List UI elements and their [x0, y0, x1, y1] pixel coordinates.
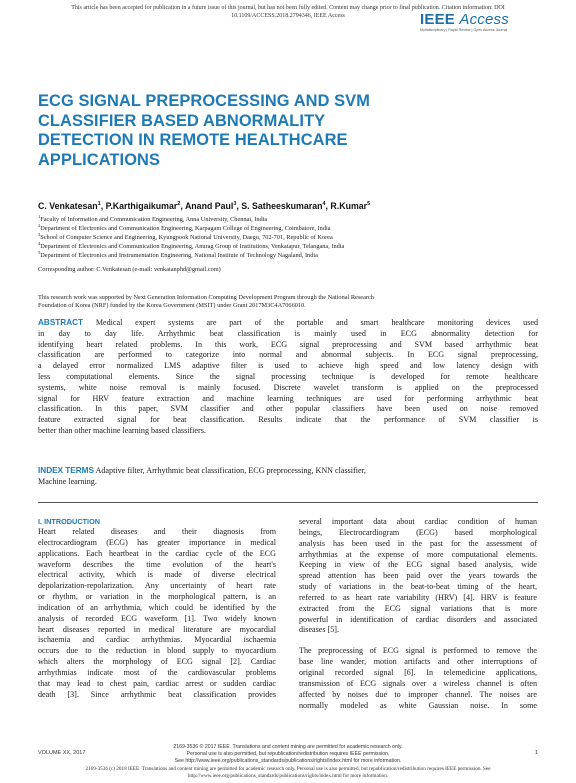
abstract-line: classification. In this paper, SVM classifier and other popular classifiers have been used on noise removed [38, 404, 538, 414]
affiliation-text: Department of Electronics and Communication Engineering, Anurag Group of Institutions, Venkatapur, Telangana, India [40, 243, 345, 251]
bottom-notice [0, 766, 576, 780]
logo-word-bold: IEEE [420, 11, 455, 28]
title-line: CLASSIFIER BASED ABNORMALITY [38, 111, 326, 130]
author-sep: , [325, 201, 331, 211]
abstract-line: a delayed error normalized LMS adaptive filter is used to achieve high speed and low latency design with [38, 361, 538, 371]
body-line: original recorded signal [6]. In telemedicine applications, [299, 667, 537, 677]
author-sup: 1 [97, 201, 101, 208]
author-sup: 5 [367, 201, 371, 208]
affiliation-sup: 3 [38, 232, 41, 237]
title-line: DETECTION IN REMOTE HEALTHCARE [38, 131, 348, 149]
abstract-line: signal for HRV feature extraction and machine learning techniques are used for performing arrhythmic beat [38, 393, 538, 403]
body-line: that may lead to chest pain, cardiac arrest or sudden cardiac [38, 678, 276, 688]
author-sep: , [180, 201, 185, 211]
body-line: waveform describes the time evolution of the heart's [38, 559, 276, 569]
footer-line: Personal use is also permitted, but republication/redistribution requires IEEE permission. [186, 750, 390, 757]
paper-title [38, 92, 498, 170]
notice-line: This article has been accepted for publication in a future issue of this journal, but has not been fully edited. Content may change prior to final publication. Citation information: DOI [71, 5, 505, 11]
section-heading: I. INTRODUCTION [38, 517, 101, 526]
body-line: normally modeled as white Gaussian noise. In some [299, 700, 537, 710]
affiliation-sup: 5 [38, 250, 41, 255]
copyright-footer [0, 744, 576, 764]
body-line: transmission of ECG signals over a wireless channel is often [299, 678, 537, 688]
abstract-line: in day to day life. Arrhythmic beat classification is mainly used in ECG abnormality detection for [38, 328, 538, 338]
affiliation [38, 249, 318, 260]
author-sup: 2 [177, 201, 181, 208]
author-sep: , [100, 201, 106, 211]
body-line: Heart related diseases and their diagnosis from [38, 527, 276, 536]
affiliation-text: Department of Electronics and Communication Engineering, Karpagam College of Engineering, Coimbatore, India [40, 225, 331, 233]
author-sup: 4 [322, 201, 326, 208]
funding-line: Foundation of Korea (NRF) funded by the Korea Government (MSIT) under Grant 2017M3C4A7066010. [38, 302, 306, 309]
body-line: ischaemia and cardiac arrhythmias. Myocardial ischaemia [38, 635, 276, 645]
index-terms-line: Machine learning. [38, 476, 97, 486]
body-line: base line wander, motion artifacts and other interruptions of [299, 657, 537, 667]
body-line: The preprocessing of ECG signal is performed to remove the [299, 646, 537, 656]
logo-tagline: Multidisciplinary | Rapid Review | Open Access Journal [420, 28, 508, 32]
body-line: several important data about cardiac condition of human [299, 517, 537, 526]
affiliation-sup: 2 [38, 223, 41, 228]
abstract [38, 318, 538, 437]
author-sep: , [236, 201, 242, 211]
index-terms-line: Adaptive filter, Arrhythmic beat classification, ECG preprocessing, KNN classifier, [93, 466, 366, 475]
body-line: or rhythm, or variation in the morphological pattern, is an [38, 592, 276, 602]
body-line: study of variations in the beat-to-beat timing of the heart, [299, 582, 537, 592]
author-name: S. Satheeskumaran [241, 201, 323, 211]
notice-line: 10.1109/ACCESS.2018.2794346, IEEE Access [231, 13, 345, 19]
body-line: electrical activity, which is made of diverse electrical [38, 570, 276, 580]
volume-label: VOLUME XX, 2017 [38, 750, 86, 756]
body-line: extracted from the ECG signal variations that is more [299, 603, 537, 613]
bottom-notice-line: http://www.ieee.org/publications_standards/publications/rights/index.html for more information. [187, 773, 389, 779]
logo-word-italic: Access [459, 11, 509, 28]
body-line: arrhythmias indicate most of the cardiovascular problems [38, 667, 276, 677]
section-divider [38, 502, 538, 503]
body-line: referred to as heart rate variability (HRV) [4]. HRV is feature [299, 592, 537, 602]
title-line: APPLICATIONS [38, 150, 161, 169]
bottom-notice-line: 2169-3536 (c) 2018 IEEE. Translations and content mining are permitted for academic research only. Personal use is also permitted, but republication/redistribution requires IEEE permission. See [85, 766, 491, 772]
body-line: electrocardiogram (ECG) has greater importance in medical [38, 537, 276, 547]
page-number: 1 [534, 750, 538, 756]
abstract-line: classification are performed to categorize into normal and abnormal subjects. In ECG signal preprocessing, [38, 350, 538, 360]
affiliation-text: School of Computer Science and Engineering, Kyungpook National University, Daegu, 702-701, Republic of Korea [40, 234, 333, 242]
abstract-heading: ABSTRACT [38, 318, 84, 327]
body-line: spread attention has been paid over the years towards the [299, 571, 537, 581]
author-sup: 3 [233, 201, 237, 208]
footer-line: See http://www.ieee.org/publications_standards/publications/rights/index.html for more information. [174, 757, 402, 764]
body-line: death [3]. Since arrhythmic beat classification provides [38, 689, 276, 699]
author-name: C. Venkatesan [38, 201, 98, 211]
author-name: R.Kumar [330, 201, 368, 211]
body-line: occurs due to the reduction in blood supply to myocardium [38, 646, 276, 656]
body-line: indication of an arrhythmia, which could be identified by the [38, 602, 276, 612]
index-terms [38, 466, 538, 488]
abstract-line: identifying heart related problems. In this work, ECG signal preprocessing and SVM based arrhythmic beat [38, 339, 538, 349]
body-line: heart diseases reported in medical literature are myocardial [38, 624, 276, 634]
body-line: which alters the morphology of ECG signal [2]. Cardiac [38, 657, 276, 667]
title-line: ECG SIGNAL PREPROCESSING AND SVM [38, 92, 370, 110]
body-line: affected by noises due to improper channel. The noises are [299, 689, 537, 699]
abstract-line: better than other machine learning based classifiers. [38, 425, 206, 435]
abstract-line: less computational elements. Since the signal processing technique is developed for remote healthcare [38, 371, 538, 381]
body-line: diseases [5]. [299, 625, 340, 635]
ieee-access-logo [420, 12, 538, 33]
left-column [38, 517, 276, 701]
affiliation-sup: 1 [38, 214, 41, 219]
index-terms-heading: INDEX TERMS [38, 466, 94, 475]
funding-note [38, 294, 538, 310]
author-name: Anand Paul [184, 201, 234, 211]
body-line: applications. Each heartbeat in the cardiac cycle of the ECG [38, 548, 276, 558]
body-line: analysis of recorded ECG waveform [1]. Two widely known [38, 613, 276, 623]
author-name: P.Karthigaikumar [105, 201, 178, 211]
body-line: arrhythmias at the expense of more computational elements. [299, 549, 537, 559]
footer-line: 2169-3536 © 2017 IEEE. Translations and content mining are permitted for academic research only. [173, 744, 403, 750]
abstract-line: Medical expert systems are part of the portable and smart healthcare monitoring devices used [83, 318, 538, 327]
funding-line: This research work was supported by Next Generation Information Computing Development Program through the National Research [38, 294, 374, 301]
affiliation-text: Department of Electronics and Instrumentation Engineering, National Institute of Technology Nagaland, India [40, 252, 318, 260]
affiliation-text: Faculty of Information and Communication Engineering, Anna University, Chennai, India [40, 216, 268, 224]
abstract-line: feature extracted signal for beat classification. Results indicate that the performance of SVM classifier is [38, 415, 538, 425]
corresponding-author: Corresponding author: C.Venkatesan (e-mail: venkatanphd@gmail.com) [38, 266, 221, 273]
body-line: Keeping in view of the ECG signal based analysis, wide [299, 560, 537, 570]
abstract-line: systems, white noise removal is mainly focused. Discrete wavelet transform is applied on the preprocessed [38, 382, 538, 392]
right-column [299, 517, 537, 711]
body-line: analysis has been used in the past for the assessment of [299, 538, 537, 548]
body-line: beings, Electrocardiogram (ECG) based morphological [299, 527, 537, 537]
body-line: depolarization-repolarization. Any uncertainty of heart rate [38, 581, 276, 591]
author-list [38, 201, 370, 211]
affiliation-sup: 4 [38, 241, 41, 246]
body-line: powerful in identification of cardiac disorders and associated [299, 614, 537, 624]
